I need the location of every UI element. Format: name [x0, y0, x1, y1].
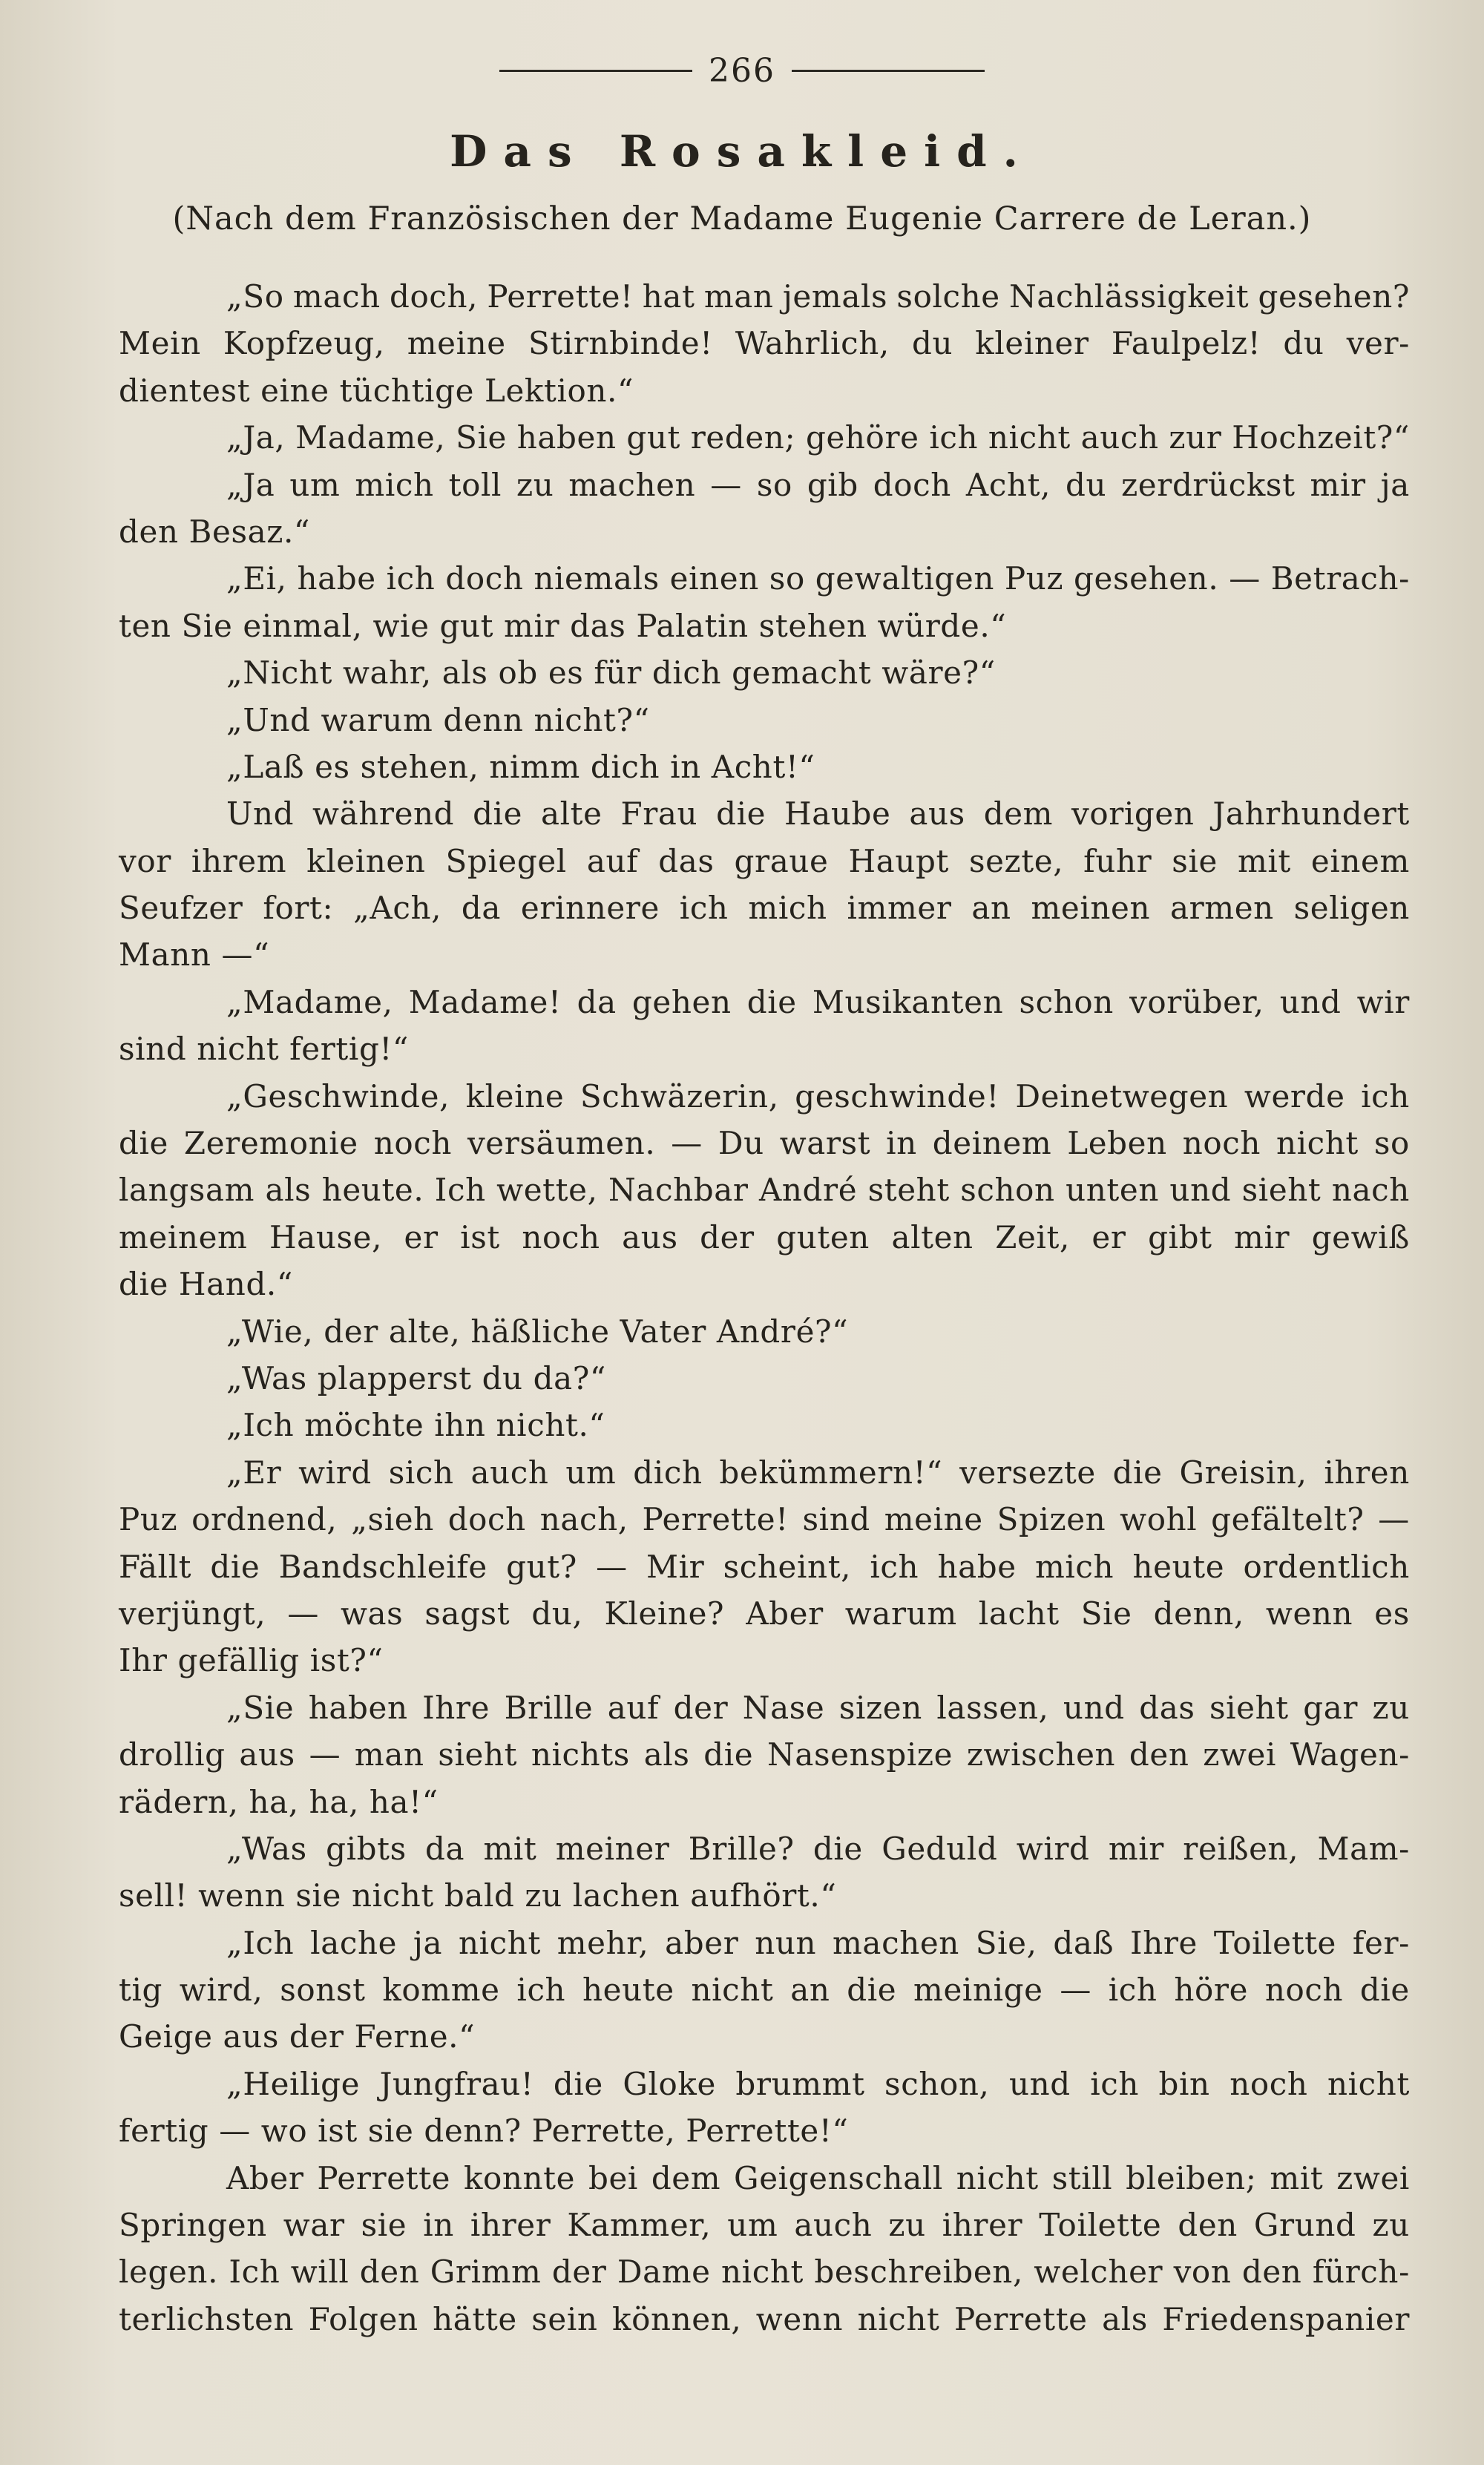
text-line: fertig — wo ist sie denn? Perrette, Perrette!“ [119, 2113, 849, 2150]
text-line: vor ihrem kleinen Spiegel auf das graue Haupt sezte, fuhr sie mit einem [119, 842, 1410, 879]
text-line: „Was plapperst du da?“ [226, 1359, 606, 1396]
text-line: „Sie haben Ihre Brille auf der Nase sizen lassen, und das sieht gar zu [226, 1689, 1410, 1726]
header-rule-left [499, 70, 692, 72]
text-line: Geige aus der Ferne.“ [119, 2018, 476, 2055]
text-line: „Ja, Madame, Sie haben gut reden; gehöre ich nicht auch zur Hochzeit?“ [226, 419, 1410, 456]
text-line: „Nicht wahr, als ob es für dich gemacht wäre?“ [226, 654, 996, 692]
story-subtitle: (Nach dem Französischen der Madame Eugenie Carrere de Leran.) [172, 200, 1312, 237]
text-line: Mann —“ [119, 936, 270, 974]
text-line: verjüngt, — was sagst du, Kleine? Aber warum lacht Sie denn, wenn es [119, 1595, 1410, 1632]
text-line: legen. Ich will den Grimm der Dame nicht beschreiben, welcher von den fürch- [119, 2254, 1410, 2291]
text-line: tig wird, sonst komme ich heute nicht an die meinige — ich höre noch die [119, 1972, 1410, 2009]
text-line: den Besaz.“ [119, 513, 311, 550]
text-line: drollig aus — man sieht nichts als die Nasenspize zwischen den zwei Wagen- [119, 1736, 1410, 1773]
text-line: „Laß es stehen, nimm dich in Acht!“ [226, 748, 815, 785]
text-line: „Ei, habe ich doch niemals einen so gewaltigen Puz gesehen. — Betrach- [226, 560, 1410, 597]
text-line: „Heilige Jungfrau! die Gloke brummt schon, und ich bin noch nicht [226, 2065, 1410, 2102]
text-line: „Er wird sich auch um dich bekümmern!“ versezte die Greisin, ihren [226, 1454, 1410, 1491]
text-line: Mein Kopfzeug, meine Stirnbinde! Wahrlich, du kleiner Faulpelz! du ver- [119, 325, 1410, 362]
text-line: die Zeremonie noch versäumen. — Du warst in deinem Leben noch nicht so [119, 1125, 1410, 1162]
text-line: Fällt die Bandschleife gut? — Mir scheint, ich habe mich heute ordentlich [119, 1548, 1410, 1585]
text-line: dientest eine tüchtige Lektion.“ [119, 372, 634, 409]
text-line: ten Sie einmal, wie gut mir das Palatin stehen würde.“ [119, 607, 1007, 644]
body-text [119, 273, 1410, 2343]
text-line: meinem Hause, er ist noch aus der guten alten Zeit, er gibt mir gewiß [119, 1218, 1410, 1256]
text-line: die Hand.“ [119, 1266, 293, 1303]
page-number: 266 [709, 52, 775, 90]
text-line: „So mach doch, Perrette! hat man jemals solche Nachlässigkeit gesehen? [226, 278, 1410, 315]
text-line: Ihr gefällig ist?“ [119, 1642, 384, 1679]
text-line: Puz ordnend, „sieh doch nach, Perrette! sind meine Spizen wohl gefältelt? — [119, 1501, 1410, 1538]
text-line: Seufzer fort: „Ach, da erinnere ich mich immer an meinen armen seligen [119, 890, 1410, 927]
text-line: „Was gibts da mit meiner Brille? die Geduld wird mir reißen, Mam- [226, 1830, 1410, 1867]
header-rule-right [792, 70, 985, 72]
text-line: langsam als heute. Ich wette, Nachbar André steht schon unten und sieht nach [119, 1172, 1410, 1209]
text-line: terlichsten Folgen hätte sein können, wenn nicht Perrette als Friedenspanier [119, 2300, 1410, 2337]
text-line: sind nicht fertig!“ [119, 1031, 409, 1068]
text-line: „Wie, der alte, häßliche Vater André?“ [226, 1313, 849, 1350]
text-line: „Ich möchte ihn nicht.“ [226, 1407, 605, 1444]
text-line: Springen war sie in ihrer Kammer, um auch zu ihrer Toilette den Grund zu [119, 2207, 1410, 2244]
text-line: „Ich lache ja nicht mehr, aber nun machen Sie, daß Ihre Toilette fer- [226, 1924, 1410, 1961]
text-line: sell! wenn sie nicht bald zu lachen aufhört.“ [119, 1877, 837, 1914]
story-title: Das Rosakleid. [450, 126, 1034, 177]
text-line: „Ja um mich toll zu machen — so gib doch Acht, du zerdrückst mir ja [226, 466, 1410, 503]
page-header [0, 52, 1484, 90]
text-line: Und während die alte Frau die Haube aus dem vorigen Jahrhundert [226, 795, 1410, 833]
text-line: „Geschwinde, kleine Schwäzerin, geschwinde! Deinetwegen werde ich [226, 1077, 1410, 1115]
text-line: „Madame, Madame! da gehen die Musikanten schon vorüber, und wir [226, 983, 1410, 1020]
text-line: Aber Perrette konnte bei dem Geigenschall nicht still bleiben; mit zwei [226, 2159, 1410, 2196]
text-line: rädern, ha, ha, ha!“ [119, 1783, 439, 1820]
text-line: „Und warum denn nicht?“ [226, 701, 650, 738]
